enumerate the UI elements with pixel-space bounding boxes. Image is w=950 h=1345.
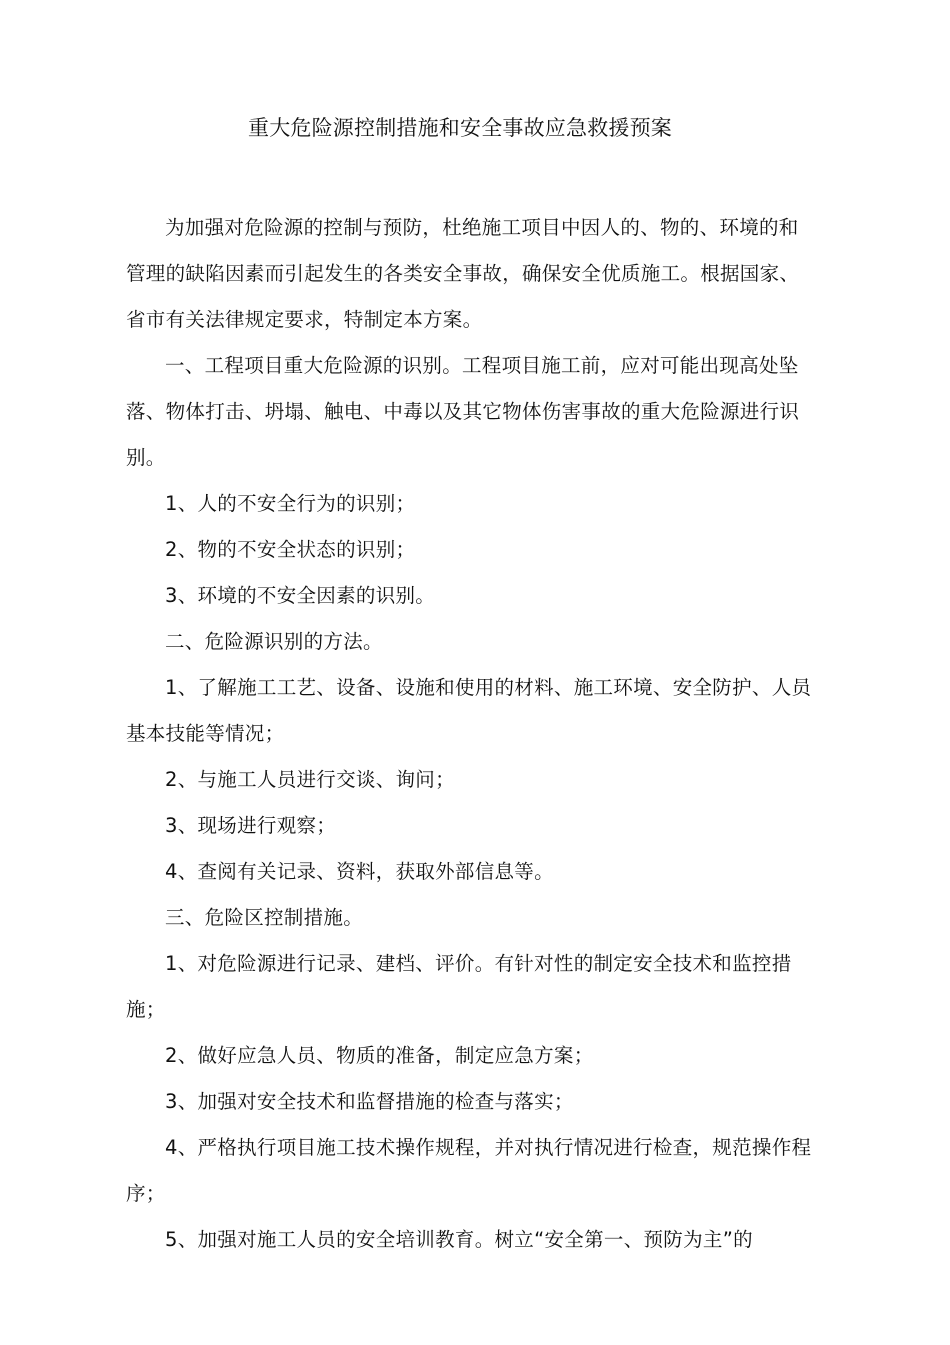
paragraph-section-3: 三、危险区控制措施。 (165, 906, 364, 929)
list-item: 2、做好应急人员、物质的准备，制定应急方案； (165, 1044, 594, 1067)
list-item: 3、环境的不安全因素的识别。 (165, 584, 436, 607)
list-item: 1、了解施工工艺、设备、设施和使用的材料、施工环境、安全防护、人员基本技能等情况； (126, 676, 812, 745)
paragraph-section-1: 一、工程项目重大危险源的识别。工程项目施工前，应对可能出现高处坠落、物体打击、坍塌、触电、中毒以及其它物体伤害事故的重大危险源进行识别。 (126, 354, 800, 469)
list-item: 4、查阅有关记录、资料，获取外部信息等。 (165, 860, 554, 883)
list-item: 3、加强对安全技术和监督措施的检查与落实； (165, 1090, 574, 1113)
paragraph-section-2: 二、危险源识别的方法。 (165, 630, 383, 653)
list-item: 4、严格执行项目施工技术操作规程，并对执行情况进行检查，规范操作程序； (126, 1136, 812, 1205)
paragraph-intro: 为加强对危险源的控制与预防，杜绝施工项目中因人的、物的、环境的和管理的缺陷因素而引起发生的各类安全事故，确保安全优质施工。根据国家、省市有关法律规定要求，特制定本方案。 (126, 216, 800, 331)
list-item: 5、加强对施工人员的安全培训教育。树立“安全第一、预防为主”的 (165, 1228, 753, 1251)
list-item: 2、物的不安全状态的识别； (165, 538, 416, 561)
document-title: 重大危险源控制措施和安全事故应急救援预案 (248, 116, 672, 140)
list-item: 2、与施工人员进行交谈、询问； (165, 768, 455, 791)
list-item: 1、对危险源进行记录、建档、评价。有针对性的制定安全技术和监控措施； (126, 952, 792, 1021)
document-body (126, 205, 816, 1263)
list-item: 3、现场进行观察； (165, 814, 337, 837)
list-item: 1、人的不安全行为的识别； (165, 492, 416, 515)
